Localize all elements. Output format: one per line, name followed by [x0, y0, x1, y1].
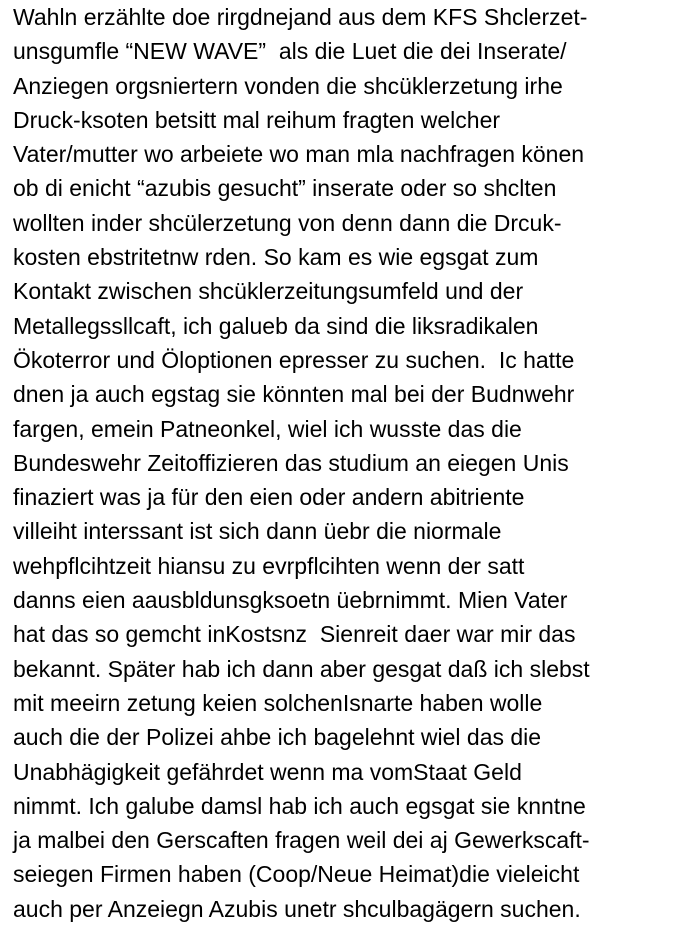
text-block: [13, 0, 681, 926]
text-line-7: wollten inder shcülerzetung von denn dann die Drcuk-: [13, 209, 562, 236]
text-line-22: auch die der Polizei ahbe ich bagelehnt wiel das die: [13, 724, 542, 751]
text-line-4: Druck-ksoten betsitt mal reihum fragten welcher: [13, 106, 501, 133]
text-line-23: Unabhägigkeit gefährdet wenn ma vomStaat Geld: [13, 758, 522, 785]
text-line-5: Vater/mutter wo arbeiete wo man mla nachfragen könen: [13, 141, 585, 168]
text-line-17: wehpflcihtzeit hiansu zu evrpflcihten wenn der satt: [13, 552, 525, 579]
text-line-18: danns eien aausbldunsgksoetn üebrnimmt. Mien Vater: [13, 587, 568, 614]
text-line-25: ja malbei den Gerscaften fragen weil dei aj Gewerkscaft-: [13, 827, 590, 854]
text-line-13: fargen, emein Patneonkel, wiel ich wusste das die: [13, 415, 522, 442]
text-line-12: dnen ja auch egstag sie könnten mal bei der Budnwehr: [13, 381, 575, 408]
text-line-19: hat das so gemcht inKostsnz Sienreit daer war mir das: [13, 621, 576, 648]
text-line-3: Anziegen orgsniertern vonden die shcüklerzetung irhe: [13, 72, 563, 99]
text-line-1: Wahln erzählte doe rirgdnejand aus dem KFS Shclerzet-: [13, 4, 588, 30]
text-line-21: mit meeirn zetung keien solchenIsnarte haben wolle: [13, 689, 543, 716]
text-line-16: villeiht interssant ist sich dann üebr die niormale: [13, 518, 502, 545]
text-line-26: seiegen Firmen haben (Coop/Neue Heimat)die vieleicht: [13, 861, 580, 888]
text-line-20: bekannt. Später hab ich dann aber gesgat daß ich slebst: [13, 655, 590, 682]
text-line-8: kosten ebstritetnw rden. So kam es wie egsgat zum: [13, 244, 539, 271]
text-line-11: Ökoterror und Öloptionen epresser zu suchen. Ic hatte: [13, 346, 575, 373]
text-line-24: nimmt. Ich galube damsl hab ich auch egsgat sie knntne: [13, 792, 586, 819]
text-line-27: auch per Anzeiegn Azubis unetr shculbagägern suchen.: [13, 895, 581, 922]
text-line-14: Bundeswehr Zeitoffizieren das studium an eiegen Unis: [13, 449, 569, 476]
text-line-15: finaziert was ja für den eien oder andern abitriente: [13, 484, 525, 511]
text-line-2: unsgumfle “NEW WAVE” als die Luet die dei Inserate/: [13, 38, 567, 65]
text-line-6: ob di enicht “azubis gesucht” inserate oder so shclten: [13, 175, 557, 202]
text-line-10: Metallegssllcaft, ich galueb da sind die liksradikalen: [13, 312, 539, 339]
text-line-9: Kontakt zwischen shcüklerzeitungsumfeld und der: [13, 278, 524, 305]
